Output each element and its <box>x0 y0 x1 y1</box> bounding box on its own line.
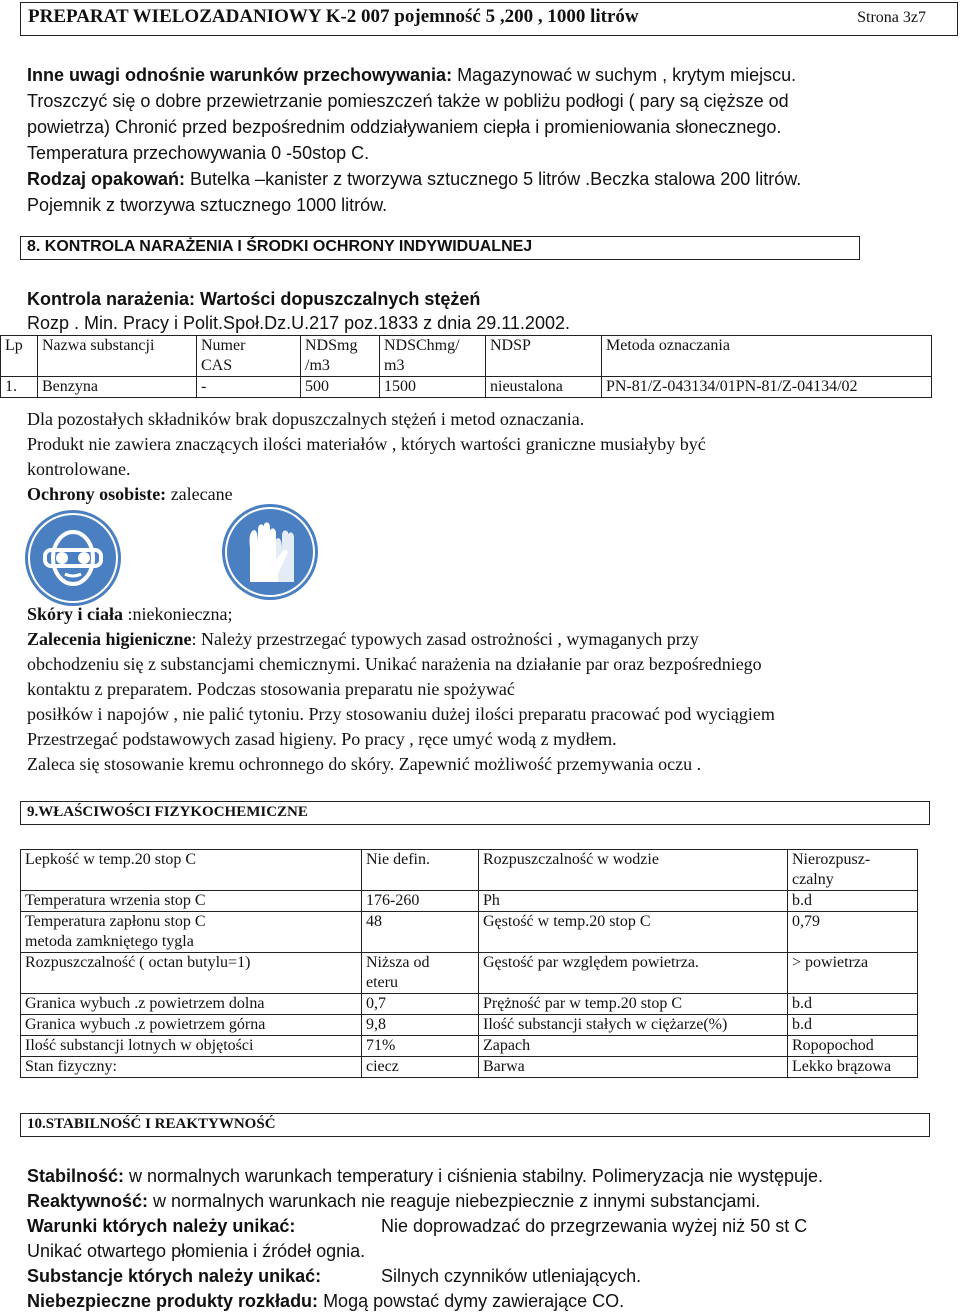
table-cell: ciecz <box>362 1057 479 1078</box>
table-cell: Granica wybuch .z powietrzem górna <box>21 1015 362 1036</box>
protection-text: zalecane <box>166 484 233 504</box>
protection-label: Ochrony osobiste: <box>27 484 167 504</box>
storage-text: Magazynować w suchym , krytym miejscu. <box>452 65 797 85</box>
hygiene-line-1 <box>27 628 699 650</box>
table-cell: b.d <box>788 891 918 912</box>
header-cell: Lp <box>1 336 38 377</box>
table-cell: Gęstość par względem powietrza. <box>479 953 788 994</box>
hygiene-label: Zalecenia higieniczne <box>27 629 192 649</box>
note-line-3: kontrolowane. <box>27 459 131 479</box>
table-cell: 71% <box>362 1036 479 1057</box>
table-cell: 9,8 <box>362 1015 479 1036</box>
table-cell: Zapach <box>479 1036 788 1057</box>
cell-ndsp: nieustalona <box>486 377 602 398</box>
reactivity-text: w normalnych warunkach nie reaguje niebezpiecznie z innymi substancjami. <box>148 1191 761 1211</box>
table-cell: 48 <box>362 912 479 953</box>
hygiene-line-5: Przestrzegać podstawowych zasad higieny. Po pracy , ręce umyć wodą z mydłem. <box>27 729 617 749</box>
table-row <box>21 994 918 1015</box>
exposure-subtitle: Kontrola narażenia: Wartości dopuszczalnych stężeń <box>27 289 481 309</box>
skin-text: :niekonieczna; <box>123 604 233 624</box>
header-cell: NDSP <box>486 336 602 377</box>
table-cell: 0,79 <box>788 912 918 953</box>
storage-line-4: Temperatura przechowywania 0 -50stop C. <box>27 143 370 163</box>
table-cell: Nie defin. <box>362 850 479 891</box>
table-cell: Niższa od eteru <box>362 953 479 994</box>
table-cell: Ph <box>479 891 788 912</box>
storage-line-2: Troszczyć się o dobre przewietrzanie pomieszczeń także w pobliżu podłogi ( pary są cięższe od <box>27 91 789 111</box>
hygiene-line-6: Zaleca się stosowanie kremu ochronnego do skóry. Zapewnić możliwość przemywania oczu . <box>27 754 702 774</box>
header-cell: Nazwa substancji <box>38 336 197 377</box>
substances-text: Silnych czynników utleniających. <box>381 1266 642 1286</box>
table-cell: > powietrza <box>788 953 918 994</box>
decomposition-text: Mogą powstać dymy zawierające CO. <box>318 1291 625 1311</box>
hygiene-line-3: kontaktu z preparatem. Podczas stosowania preparatu nie spożywać <box>27 679 515 699</box>
table-row <box>21 953 918 994</box>
storage-line-3: powietrza) Chronić przed bezpośrednim oddziaływaniem ciepła i promieniowania słonecznego. <box>27 117 782 137</box>
reactivity-line <box>27 1190 760 1212</box>
exposure-limits-table <box>0 335 932 398</box>
cell-lp: 1. <box>1 377 38 398</box>
packaging-label: Rodzaj opakowań: <box>27 169 186 189</box>
decomposition-label: Niebezpieczne produkty rozkładu: <box>27 1291 319 1311</box>
properties-table <box>20 849 918 1078</box>
table-cell: Gęstość w temp.20 stop C <box>479 912 788 953</box>
hygiene-text: : Należy przestrzegać typowych zasad ostrożności , wymaganych przy <box>191 629 699 649</box>
note-line-2: Produkt nie zawiera znaczących ilości materiałów , których wartości graniczne musiałyby być <box>27 434 706 454</box>
table-cell: Rozpuszczalność w wodzie <box>479 850 788 891</box>
cell-substance: Benzyna <box>38 377 197 398</box>
stability-text: w normalnych warunkach temperatury i ciśnienia stabilny. Polimeryzacja nie występuje. <box>124 1166 823 1186</box>
safety-goggles-icon <box>25 510 121 606</box>
table-cell: Rozpuszczalność ( octan butylu=1) <box>21 953 362 994</box>
packaging-text: Butelka –kanister z tworzywa sztucznego 5 litrów .Beczka stalowa 200 litrów. <box>185 169 802 189</box>
section9-title: 9.WŁAŚCIWOŚCI FIZYKOCHEMICZNE <box>27 804 308 820</box>
table-row <box>21 1057 918 1078</box>
avoid-line <box>27 1215 807 1237</box>
note-line-1: Dla pozostałych składników brak dopuszczalnych stężeń i metod oznaczania. <box>27 409 585 429</box>
avoid-label: Warunki których należy unikać: <box>27 1216 296 1236</box>
table-cell: Temperatura zapłonu stop C metoda zamkniętego tygla <box>21 912 362 953</box>
decomposition-line <box>27 1290 624 1312</box>
storage-line-1 <box>27 64 796 86</box>
avoid-line-2: Unikać otwartego płomienia i źródeł ognia. <box>27 1241 366 1261</box>
table-cell: Lepkość w temp.20 stop C <box>21 850 362 891</box>
storage-label: Inne uwagi odnośnie warunków przechowywania: <box>27 65 453 85</box>
table-cell: b.d <box>788 1015 918 1036</box>
table-row <box>1 377 932 398</box>
header-cell: Numer CAS <box>197 336 301 377</box>
table-row <box>21 850 918 891</box>
table-cell: Lekko brązowa <box>788 1057 918 1078</box>
protective-gloves-icon <box>222 504 318 600</box>
table-header-row <box>1 336 932 377</box>
section8-title: 8. KONTROLA NARAŻENIA I ŚRODKI OCHRONY INDYWIDUALNEJ <box>27 238 533 255</box>
hygiene-line-4: posiłków i napojów , nie palić tytoniu. Przy stosowaniu dużej ilości preparatu pracować pod wyciągiem <box>27 704 775 724</box>
cell-method: PN-81/Z-043134/01PN-81/Z-04134/02 <box>602 377 932 398</box>
table-cell: 176-260 <box>362 891 479 912</box>
packaging-line <box>27 168 801 190</box>
storage-line-6: Pojemnik z tworzywa sztucznego 1000 litrów. <box>27 195 388 215</box>
table-cell: Ilość substancji stałych w ciężarze(%) <box>479 1015 788 1036</box>
cell-cas: - <box>197 377 301 398</box>
cell-nds: 500 <box>301 377 380 398</box>
table-cell: 0,7 <box>362 994 479 1015</box>
hygiene-line-2: obchodzeniu się z substancjami chemicznymi. Unikać narażenia na działanie par oraz bezpośredniego <box>27 654 762 674</box>
table-cell: Granica wybuch .z powietrzem dolna <box>21 994 362 1015</box>
stability-label: Stabilność: <box>27 1166 125 1186</box>
stability-line <box>27 1165 823 1187</box>
table-cell: Stan fizyczny: <box>21 1057 362 1078</box>
table-cell: b.d <box>788 994 918 1015</box>
table-row <box>21 1036 918 1057</box>
header-cell: NDSmg /m3 <box>301 336 380 377</box>
table-cell: Barwa <box>479 1057 788 1078</box>
cell-ndsch: 1500 <box>380 377 486 398</box>
table-row <box>21 912 918 953</box>
table-cell: Ilość substancji lotnych w objętości <box>21 1036 362 1057</box>
table-cell: Temperatura wrzenia stop C <box>21 891 362 912</box>
header-title: PREPARAT WIELOZADANIOWY K-2 007 pojemność 5 ,200 , 1000 litrów <box>28 6 639 27</box>
page-number: Strona 3z7 <box>857 9 926 26</box>
avoid-text: Nie doprowadzać do przegrzewania wyżej niż 50 st C <box>381 1216 808 1236</box>
section10-title: 10.STABILNOŚĆ I REAKTYWNOŚĆ <box>27 1116 276 1132</box>
header-cell: NDSChmg/ m3 <box>380 336 486 377</box>
table-cell: Ropopochod <box>788 1036 918 1057</box>
table-cell: Nierozpusz- czalny <box>788 850 918 891</box>
table-row <box>21 891 918 912</box>
regulation-line: Rozp . Min. Pracy i Polit.Społ.Dz.U.217 poz.1833 z dnia 29.11.2002. <box>27 313 570 333</box>
substances-line <box>27 1265 641 1287</box>
reactivity-label: Reaktywność: <box>27 1191 149 1211</box>
table-row <box>21 1015 918 1036</box>
substances-label: Substancje których należy unikać: <box>27 1266 322 1286</box>
skin-line <box>27 603 232 625</box>
protection-line <box>27 483 233 505</box>
table-cell: Prężność par w temp.20 stop C <box>479 994 788 1015</box>
skin-label: Skóry i ciała <box>27 604 124 624</box>
header-cell: Metoda oznaczania <box>602 336 932 377</box>
